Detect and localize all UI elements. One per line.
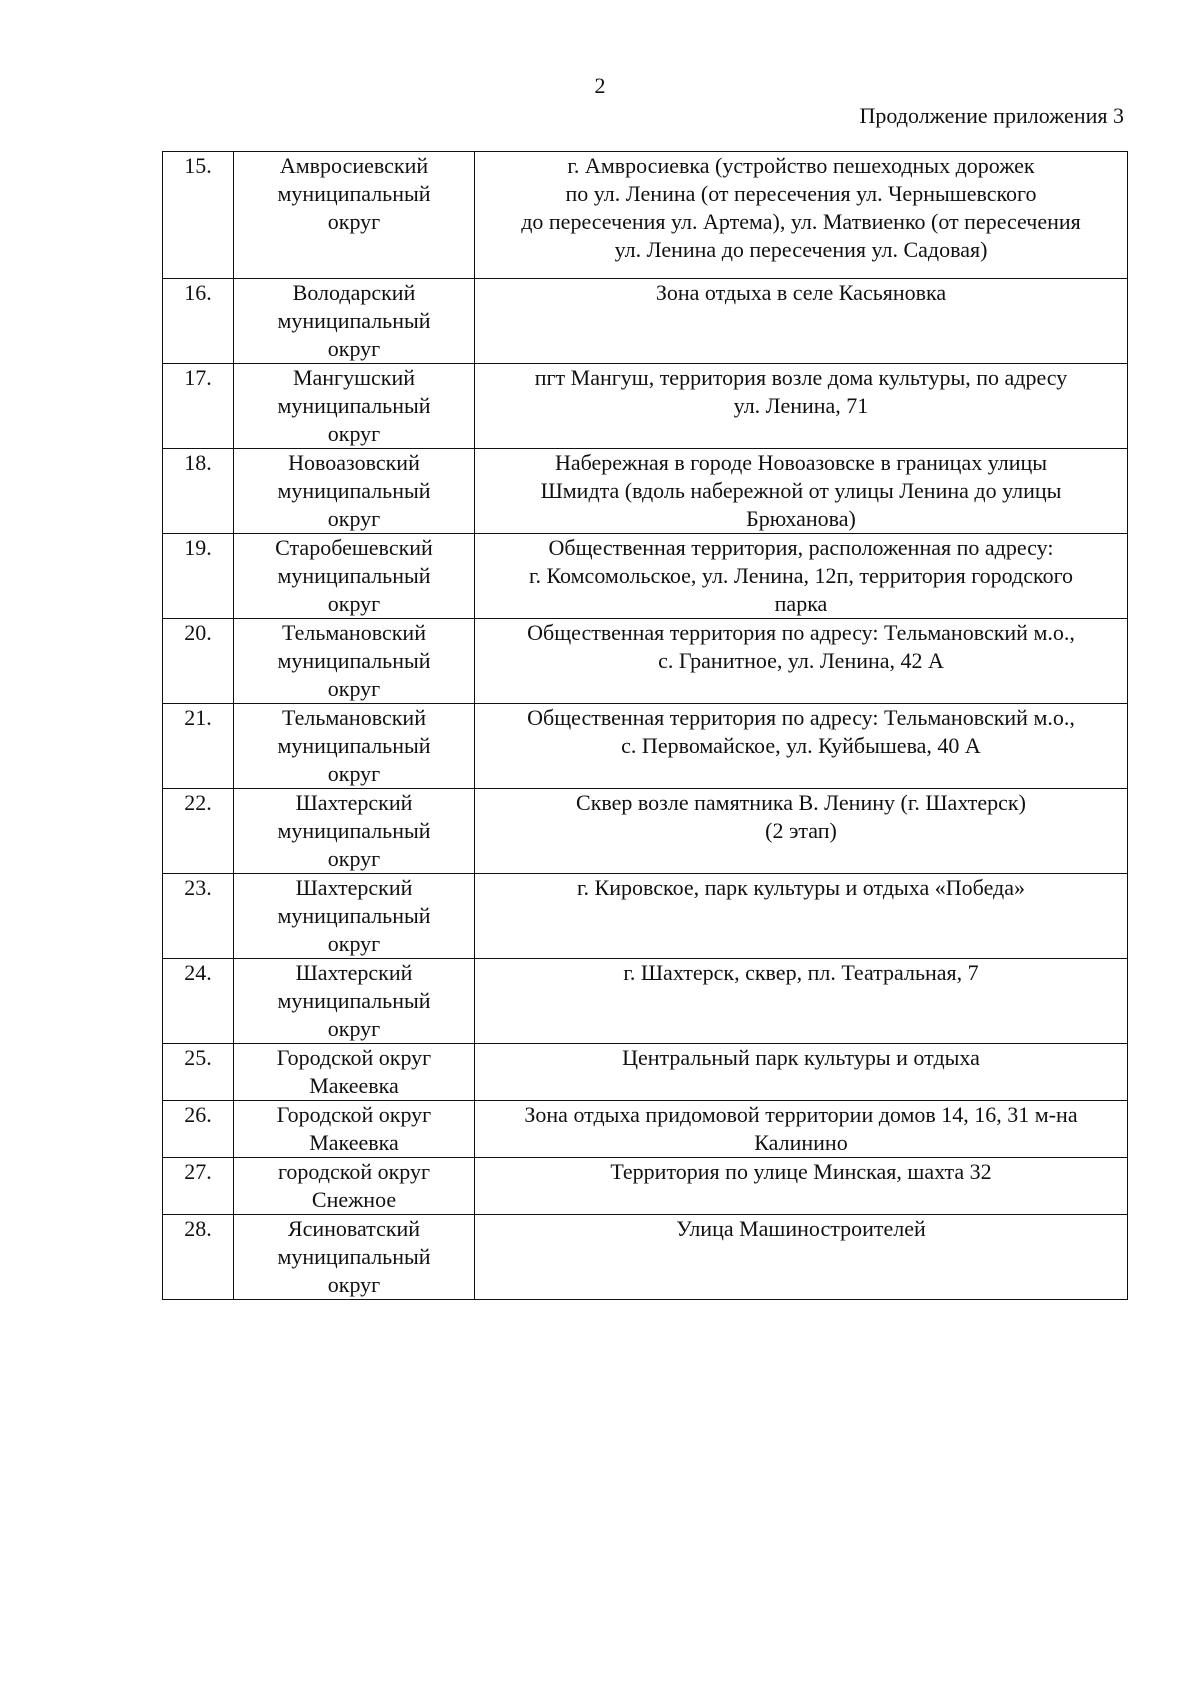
object-line: по ул. Ленина (от пересечения ул. Чернышевского: [565, 181, 1037, 206]
table-row: [163, 874, 1128, 959]
district-line: округ: [327, 421, 381, 446]
object-cell: [475, 534, 1128, 619]
district-line: Тельмановский: [282, 705, 426, 730]
object-line: Общественная территория, расположенная по адресу:: [548, 535, 1054, 560]
object-line: Брюханова): [746, 506, 856, 531]
object-cell: [475, 279, 1128, 364]
row-number: 16.: [163, 279, 234, 364]
district-line: Шахтерский: [295, 875, 413, 900]
district-line: округ: [327, 506, 381, 531]
district-cell: [234, 1158, 475, 1215]
object-line: с. Первомайское, ул. Куйбышева, 40 А: [621, 733, 981, 758]
row-number: 26.: [163, 1101, 234, 1158]
object-line: Сквер возле памятника В. Ленину (г. Шахтерск): [576, 790, 1026, 815]
district-line: округ: [327, 1016, 381, 1041]
district-line: муниципальный: [277, 648, 431, 673]
object-line: ул. Ленина, 71: [733, 393, 869, 418]
object-line: г. Комсомольское, ул. Ленина, 12п, территория городского: [528, 563, 1074, 588]
district-cell: [234, 959, 475, 1044]
district-cell: [234, 534, 475, 619]
row-number: 22.: [163, 789, 234, 874]
district-line: муниципальный: [277, 903, 431, 928]
district-cell: [234, 789, 475, 874]
district-cell: [234, 1215, 475, 1300]
district-line: округ: [327, 846, 381, 871]
district-cell: [234, 874, 475, 959]
row-number: 25.: [163, 1044, 234, 1101]
object-line: Улица Машиностроителей: [676, 1216, 926, 1241]
table-row: [163, 152, 1128, 279]
row-number: 21.: [163, 704, 234, 789]
table-row: [163, 619, 1128, 704]
object-line: Калинино: [754, 1130, 848, 1155]
object-line: Зона отдыха в селе Касьяновка: [655, 280, 947, 305]
object-cell: [475, 364, 1128, 449]
object-line: пгт Мангуш, территория возле дома культуры, по адресу: [534, 365, 1068, 390]
district-line: Городской округ: [276, 1102, 432, 1127]
district-line: Снежное: [311, 1187, 397, 1212]
object-line: г. Кировское, парк культуры и отдыха «Победа»: [576, 875, 1025, 900]
district-line: муниципальный: [277, 308, 431, 333]
table-row: [163, 1101, 1128, 1158]
district-line: муниципальный: [277, 181, 431, 206]
object-line: г. Амвросиевка (устройство пешеходных дорожек: [567, 153, 1035, 178]
row-number: 19.: [163, 534, 234, 619]
row-number: 18.: [163, 449, 234, 534]
object-line: Общественная территория по адресу: Тельмановский м.о.,: [527, 620, 1075, 645]
table-row: [163, 789, 1128, 874]
district-line: муниципальный: [277, 988, 431, 1013]
table-row: [163, 534, 1128, 619]
object-line: г. Шахтерск, сквер, пл. Театральная, 7: [623, 960, 979, 985]
object-cell: [475, 959, 1128, 1044]
row-number: 17.: [163, 364, 234, 449]
object-cell: [475, 152, 1128, 279]
object-line: ул. Ленина до пересечения ул. Садовая): [614, 237, 988, 262]
row-number: 15.: [163, 152, 234, 279]
row-number: 27.: [163, 1158, 234, 1215]
object-cell: [475, 789, 1128, 874]
district-line: Мангушский: [292, 365, 416, 390]
district-line: округ: [327, 209, 381, 234]
district-cell: [234, 364, 475, 449]
table-row: [163, 1215, 1128, 1300]
district-line: Тельмановский: [282, 620, 426, 645]
table-row: [163, 449, 1128, 534]
district-line: Ясиноватский: [287, 1216, 421, 1241]
page-number: 2: [594, 73, 606, 98]
district-line: муниципальный: [277, 478, 431, 503]
object-cell: [475, 619, 1128, 704]
district-line: муниципальный: [277, 1244, 431, 1269]
object-cell: [475, 1044, 1128, 1101]
object-line: Шмидта (вдоль набережной от улицы Ленина до улицы: [540, 478, 1062, 503]
object-line: парка: [774, 591, 828, 616]
district-cell: [234, 1101, 475, 1158]
object-line: (2 этап): [765, 818, 837, 843]
row-number: 23.: [163, 874, 234, 959]
object-line: с. Гранитное, ул. Ленина, 42 А: [658, 648, 944, 673]
district-cell: [234, 279, 475, 364]
object-cell: [475, 874, 1128, 959]
table-row: [163, 364, 1128, 449]
district-line: Шахтерский: [295, 790, 413, 815]
district-line: муниципальный: [277, 393, 431, 418]
object-line: Центральный парк культуры и отдыха: [622, 1045, 980, 1070]
table-body: [163, 152, 1128, 1300]
object-cell: [475, 704, 1128, 789]
row-number: 28.: [163, 1215, 234, 1300]
object-cell: [475, 1158, 1128, 1215]
district-line: муниципальный: [277, 563, 431, 588]
district-line: городской округ: [277, 1159, 431, 1184]
row-number: 20.: [163, 619, 234, 704]
district-line: Володарский: [292, 280, 416, 305]
district-line: округ: [327, 931, 381, 956]
district-line: Городской округ: [276, 1045, 432, 1070]
district-cell: [234, 704, 475, 789]
district-line: округ: [327, 676, 381, 701]
object-cell: [475, 1101, 1128, 1158]
table-row: [163, 1044, 1128, 1101]
district-line: муниципальный: [277, 818, 431, 843]
district-cell: [234, 449, 475, 534]
district-line: муниципальный: [277, 733, 431, 758]
district-cell: [234, 619, 475, 704]
district-cell: [234, 1044, 475, 1101]
district-line: округ: [327, 336, 381, 361]
object-line: Зона отдыха придомовой территории домов 14, 16, 31 м-на: [524, 1102, 1078, 1127]
district-line: Макеевка: [309, 1073, 399, 1098]
district-cell: [234, 152, 475, 279]
object-line: до пересечения ул. Артема), ул. Матвиенко (от пересечения: [521, 209, 1081, 234]
object-cell: [475, 449, 1128, 534]
district-line: округ: [327, 1272, 381, 1297]
object-line: Территория по улице Минская, шахта 32: [610, 1159, 992, 1184]
row-number: 24.: [163, 959, 234, 1044]
district-line: Новоазовский: [288, 450, 420, 475]
table-row: [163, 959, 1128, 1044]
table-row: [163, 279, 1128, 364]
object-line: Общественная территория по адресу: Тельмановский м.о.,: [527, 705, 1075, 730]
district-line: округ: [327, 761, 381, 786]
district-line: Шахтерский: [295, 960, 413, 985]
district-line: Макеевка: [309, 1130, 399, 1155]
district-line: Амвросиевский: [279, 153, 429, 178]
object-line: Набережная в городе Новоазовске в границах улицы: [554, 450, 1048, 475]
object-cell: [475, 1215, 1128, 1300]
district-line: Старобешевский: [275, 535, 433, 560]
table-row: [163, 1158, 1128, 1215]
continuation-label: Продолжение приложения 3: [859, 103, 1124, 128]
district-line: округ: [327, 591, 381, 616]
table-row: [163, 704, 1128, 789]
objects-table: [162, 151, 1128, 1300]
